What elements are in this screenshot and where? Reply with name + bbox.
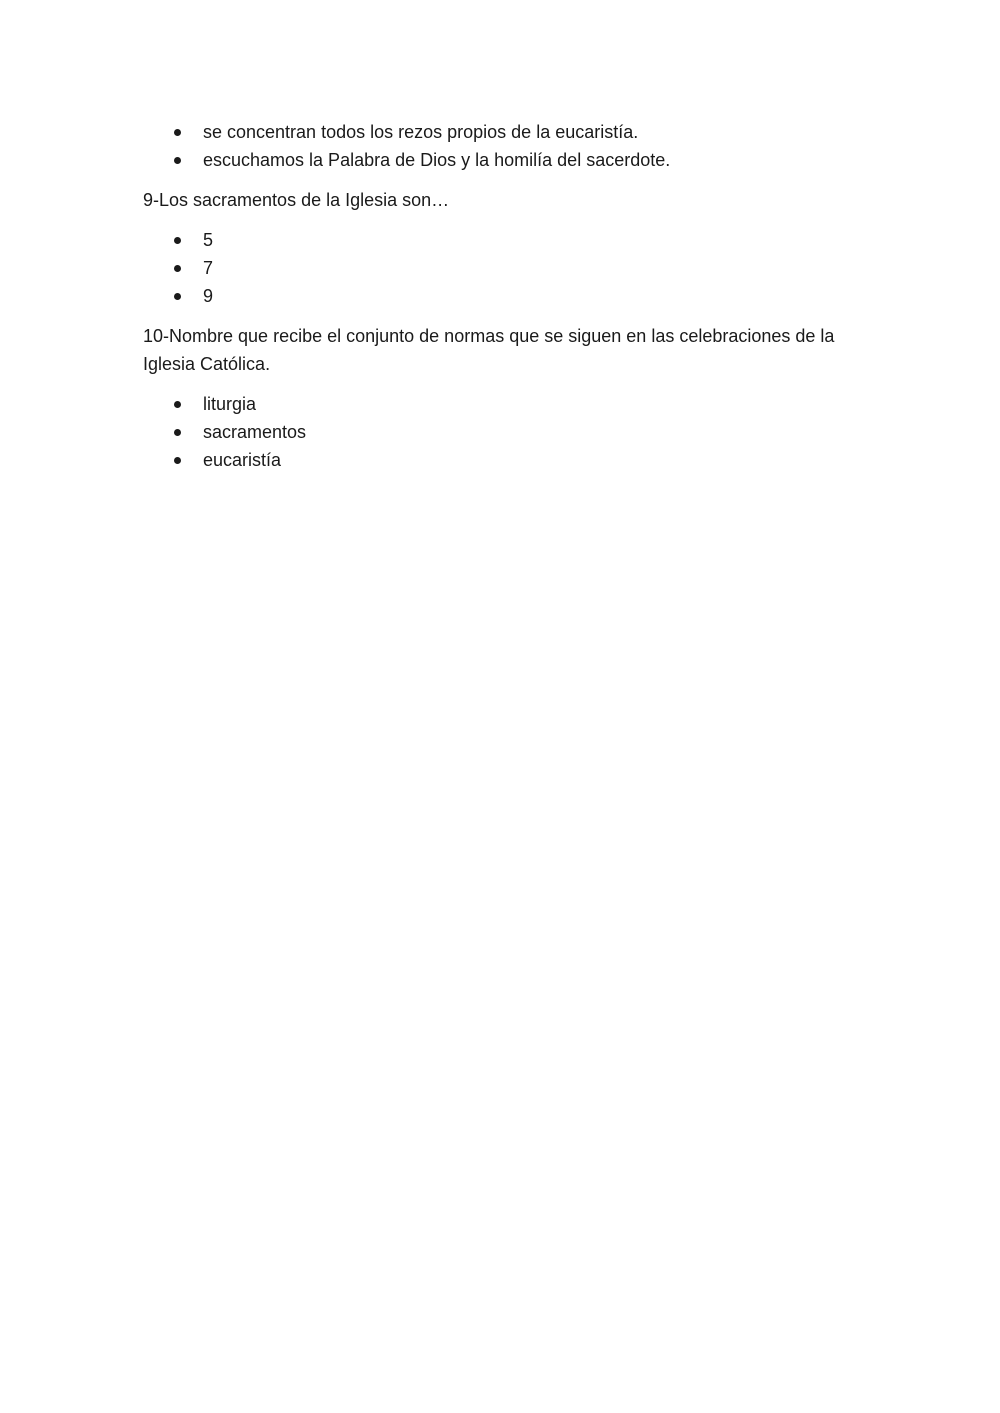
bullet-icon [174, 293, 181, 300]
option-text: 5 [203, 230, 214, 250]
question-10-line-2: Iglesia Católica. [143, 354, 271, 374]
option-item[interactable] [143, 146, 863, 174]
option-item[interactable] [143, 226, 863, 254]
option-text: eucaristía [203, 450, 282, 470]
bullet-icon [174, 237, 181, 244]
bullet-icon [174, 401, 181, 408]
bullet-icon [174, 265, 181, 272]
option-item[interactable] [143, 390, 863, 418]
question-10-options [143, 390, 863, 474]
bullet-icon [174, 157, 181, 164]
option-item[interactable] [143, 118, 863, 146]
bullet-icon [174, 129, 181, 136]
question-9-options [143, 226, 863, 310]
question-9: 9-Los sacramentos de la Iglesia son… [143, 190, 450, 210]
option-item[interactable] [143, 254, 863, 282]
option-item[interactable] [143, 446, 863, 474]
option-item[interactable] [143, 282, 863, 310]
bullet-icon [174, 429, 181, 436]
option-text: sacramentos [203, 422, 307, 442]
question-10-line-1: 10-Nombre que recibe el conjunto de normas que se siguen en las celebraciones de la [143, 326, 835, 346]
option-text: liturgia [203, 394, 257, 414]
question-10 [143, 322, 863, 378]
bullet-icon [174, 457, 181, 464]
worksheet-content [143, 118, 863, 474]
option-text: escuchamos la Palabra de Dios y la homilía del sacerdote. [203, 150, 671, 170]
option-text: 7 [203, 258, 214, 278]
option-text: se concentran todos los rezos propios de la eucaristía. [203, 122, 639, 142]
option-item[interactable] [143, 418, 863, 446]
previous-question-options [143, 118, 863, 174]
option-text: 9 [203, 286, 214, 306]
